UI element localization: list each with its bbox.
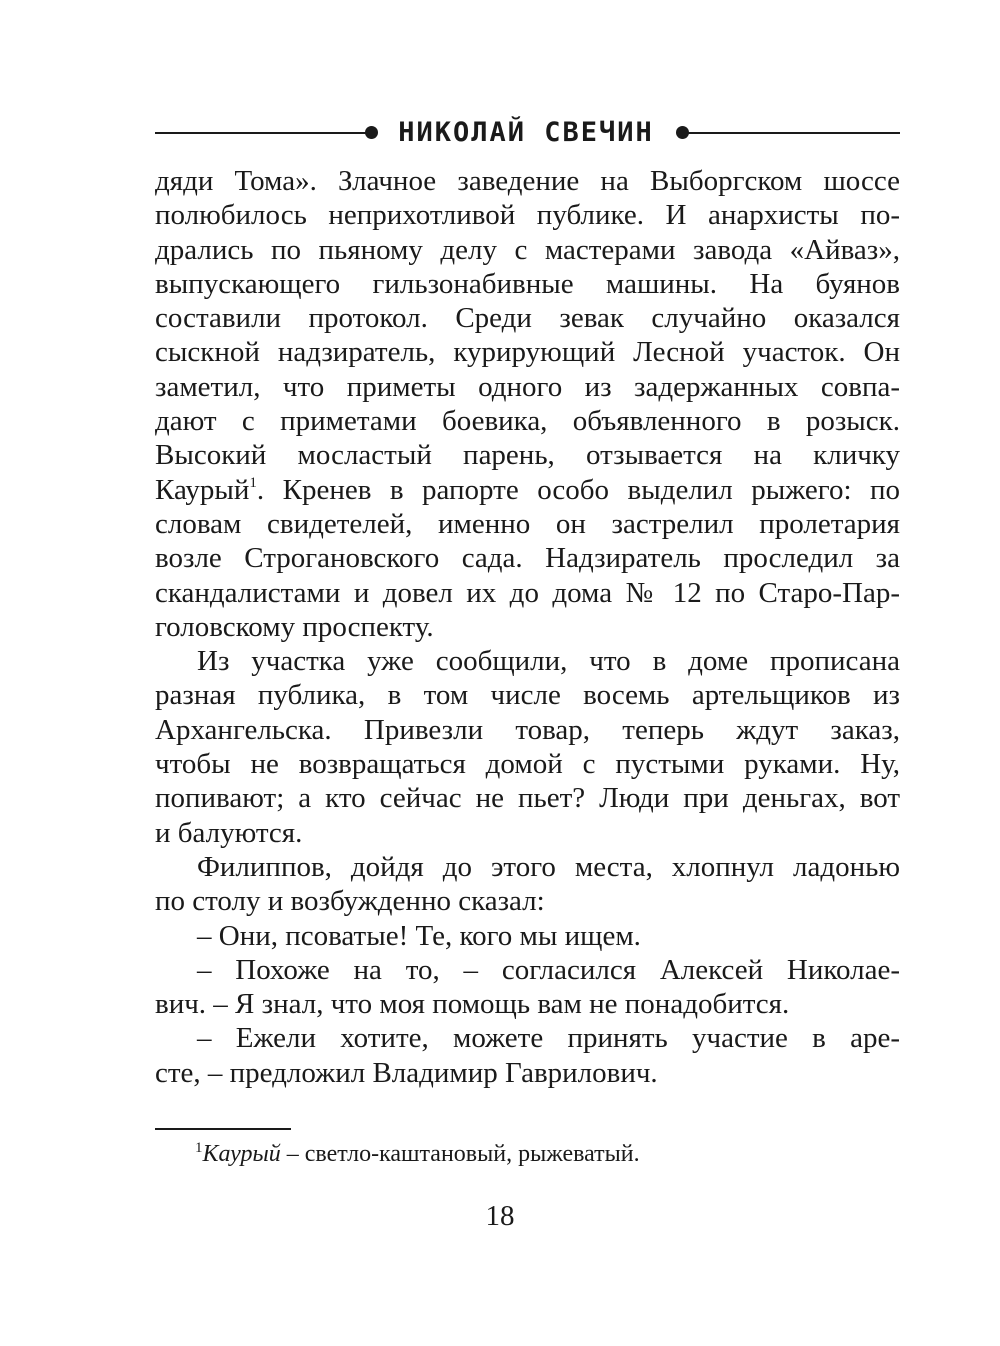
text-line: головскому проспекту. bbox=[155, 610, 434, 643]
text-line-with-footnote bbox=[155, 473, 900, 507]
footnote bbox=[155, 1138, 900, 1170]
text-line: – Они, псоватые! Те, кого мы ищем. bbox=[197, 919, 641, 952]
footnoted-word: Каурый bbox=[155, 473, 250, 506]
text-line: полюбилось неприхотливой публике. И анархисты по- bbox=[155, 199, 900, 232]
dialogue-line-2 bbox=[155, 953, 900, 1022]
text-line: – Ежели хотите, можете принять участие в аре- bbox=[197, 1022, 900, 1055]
text-line: – Похоже на то, – согласился Алексей Николае- bbox=[197, 953, 900, 986]
text-line: чтобы не возвращаться домой с пустыми руками. Ну, bbox=[155, 748, 900, 781]
text-line: дают с приметами боевика, объявленного в розыск. bbox=[155, 405, 900, 438]
body-text bbox=[155, 164, 900, 1090]
page-number: 18 bbox=[485, 1200, 515, 1232]
text-line: вич. – Я знал, что моя помощь вам не понадобится. bbox=[155, 988, 790, 1021]
text-line: заметил, что приметы одного из задержанных совпа- bbox=[155, 370, 900, 403]
header-rule-left bbox=[155, 132, 370, 134]
text-line: попивают; а кто сейчас не пьет? Люди при деньгах, вот bbox=[155, 782, 900, 815]
text-line: разная публика, в том числе восемь артельщиков из bbox=[155, 679, 900, 712]
footnote-definition: – светло-каштановый, рыжеватый. bbox=[280, 1141, 640, 1167]
text-line: сте, – предложил Владимир Гаврилович. bbox=[155, 1056, 658, 1089]
text-line: скандалистами и довел их до дома № 12 по Старо-Пар- bbox=[155, 576, 900, 609]
paragraph-1 bbox=[155, 164, 900, 644]
text-line: сыскной надзиратель, курирующий Лесной участок. Он bbox=[155, 336, 900, 369]
running-title: НИКОЛАЙ СВЕЧИН bbox=[398, 117, 654, 148]
paragraph-3 bbox=[155, 850, 900, 919]
text-line: дяди Тома». Злачное заведение на Выборгском шоссе bbox=[155, 165, 900, 197]
text-line: Архангельска. Привезли товар, теперь ждут заказ, bbox=[155, 713, 900, 746]
footnote-mark: 1 bbox=[195, 1140, 203, 1156]
text-line: словам свидетелей, именно он застрелил пролетария bbox=[155, 507, 900, 540]
text-line: возле Строгановского сада. Надзиратель проследил за bbox=[155, 542, 900, 575]
running-header bbox=[155, 112, 900, 156]
footnote-rule bbox=[155, 1128, 291, 1130]
text-line: Высокий мосластый парень, отзывается на кличку bbox=[155, 439, 900, 472]
text-line: Филиппов, дойдя до этого места, хлопнул ладонью bbox=[197, 850, 900, 883]
paragraph-2 bbox=[155, 644, 900, 850]
text-line: составили протокол. Среди зевак случайно оказался bbox=[155, 302, 900, 335]
footnote-term: Каурый bbox=[202, 1141, 281, 1167]
text-line-continuation: . Кренев в рапорте особо выделил рыжего: по bbox=[256, 473, 900, 506]
dialogue-line-3 bbox=[155, 1021, 900, 1090]
text-line: выпускающего гильзонабивные машины. На буянов bbox=[155, 267, 900, 300]
footnote-reference[interactable]: 1 bbox=[249, 474, 257, 491]
header-bullet-left bbox=[365, 126, 378, 139]
text-line: дрались по пьяному делу с мастерами завода «Айваз», bbox=[155, 233, 900, 266]
text-line: и балуются. bbox=[155, 816, 303, 849]
text-line: Из участка уже сообщили, что в доме прописана bbox=[197, 645, 900, 678]
dialogue-line-1 bbox=[155, 919, 900, 953]
text-line: по столу и возбужденно сказал: bbox=[155, 885, 545, 918]
header-rule-right bbox=[678, 132, 900, 134]
